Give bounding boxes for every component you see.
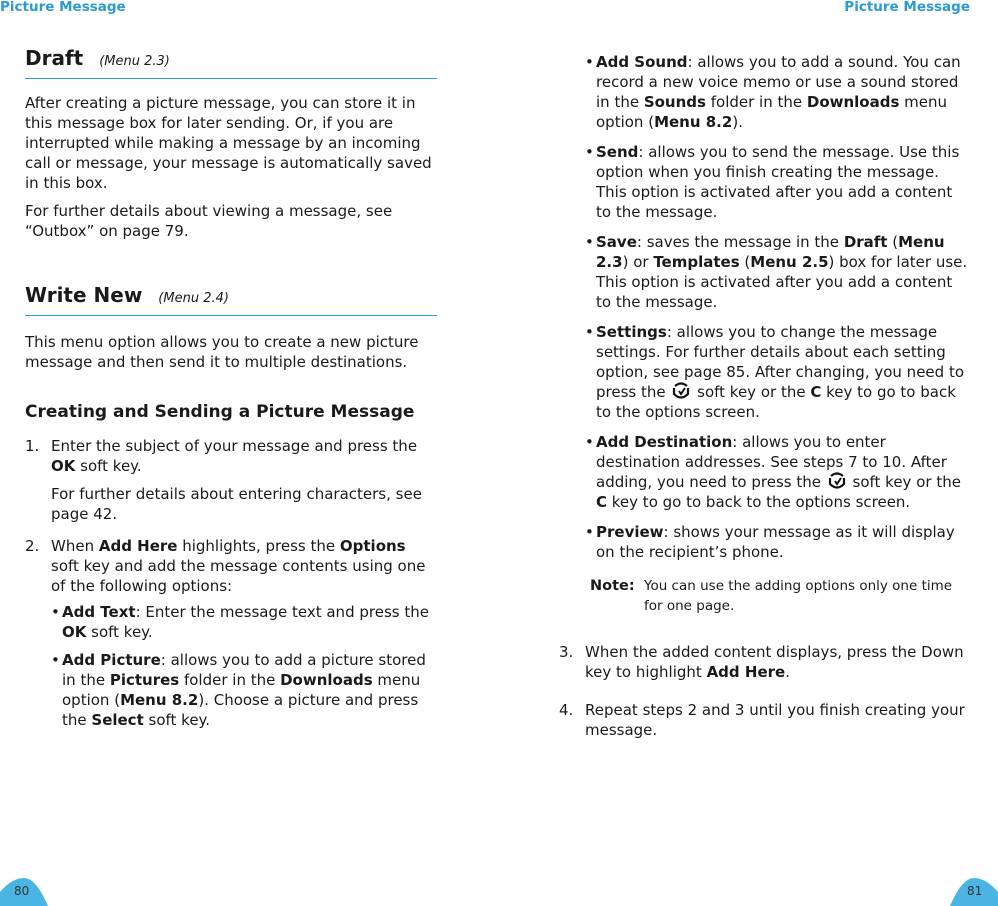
option-text: Add Destination: allows you to enter destination addresses. See steps 7 to 10. After adding, you need to press the soft key or the C key to go to back to the options screen. <box>596 433 961 511</box>
step-2 <box>25 536 437 596</box>
note <box>590 576 970 616</box>
bullet: • <box>585 323 594 341</box>
right-page-steps <box>559 642 971 740</box>
option-text: Settings: allows you to change the message settings. For further details about each setting option, see page 85. After changing, you need to press the soft key or the C key to go to back to the options screen. <box>596 323 964 421</box>
step-number: 4. <box>559 701 574 719</box>
option-settings <box>585 322 970 422</box>
option-add-text <box>25 602 437 642</box>
bullet: • <box>51 603 60 621</box>
page-number: 80 <box>14 884 30 898</box>
bullet: • <box>51 651 60 669</box>
step-number: 1. <box>25 437 40 455</box>
bullet: • <box>585 53 594 71</box>
option-text: Add Text: Enter the message text and press the OK soft key. <box>62 603 429 641</box>
bullet: • <box>585 523 594 541</box>
option-add-sound <box>585 52 970 132</box>
option-text: Save: saves the message in the Draft (Menu 2.3) or Templates (Menu 2.5) box for later use. This option is activated after you add a content to the message. <box>596 233 968 311</box>
paragraph: After creating a picture message, you can store it in this message box for later sending. Or, if you are interrupted while making a message by an incoming call or message, your message is automatically saved in this box. <box>25 94 432 192</box>
note-text: You can use the adding options only one time for one page. <box>644 578 953 614</box>
paragraph: For further details about viewing a message, see “Outbox” on page 79. <box>25 202 393 240</box>
page-number-tab-left <box>0 878 50 906</box>
option-save <box>585 232 970 312</box>
step-number: 2. <box>25 537 40 555</box>
step-text: When the added content displays, press the Down key to highlight Add Here. <box>585 643 964 681</box>
option-add-destination <box>585 432 970 512</box>
option-preview <box>585 522 970 562</box>
ok-soft-key-icon <box>670 382 692 400</box>
section-draft-heading <box>25 48 437 79</box>
option-send <box>585 142 970 222</box>
right-page-column <box>585 52 970 616</box>
option-text: Send: allows you to send the message. Use this option when you finish creating the message. This option is activated after you add a content to the message. <box>596 143 960 221</box>
running-header-right: Picture Message <box>844 0 970 15</box>
bullet: • <box>585 233 594 251</box>
left-page-column <box>25 48 437 730</box>
option-text: Preview: shows your message as it will display on the recipient’s phone. <box>596 523 955 561</box>
running-header-left: Picture Message <box>0 0 126 15</box>
step-4 <box>559 700 971 740</box>
page-number: 81 <box>967 884 983 898</box>
section-menu-ref: (Menu 2.3) <box>99 54 170 69</box>
section-menu-ref: (Menu 2.4) <box>158 291 229 306</box>
section-title: Draft <box>25 46 84 70</box>
subsection-heading: Creating and Sending a Picture Message <box>25 402 415 422</box>
page-number-tab-right <box>948 878 998 906</box>
step-number: 3. <box>559 643 574 661</box>
bullet: • <box>585 143 594 161</box>
section-title: Write New <box>25 283 143 307</box>
bullet: • <box>585 433 594 451</box>
step-text: When Add Here highlights, press the Options soft key and add the message contents using one of the following options: <box>51 537 426 595</box>
option-text: Add Picture: allows you to add a picture stored in the Pictures folder in the Downloads menu option (Menu 8.2). Choose a picture and press the Select soft key. <box>62 651 426 729</box>
option-add-picture <box>25 650 437 730</box>
note-label: Note: <box>590 578 635 594</box>
step-3 <box>559 642 971 682</box>
step-text: Enter the subject of your message and press the OK soft key. <box>51 437 418 475</box>
option-text: Add Sound: allows you to add a sound. You can record a new voice memo or use a sound stored in the Sounds folder in the Downloads menu option (Menu 8.2). <box>596 53 961 131</box>
step-1 <box>25 436 437 476</box>
step-1-note <box>25 484 437 524</box>
paragraph: This menu option allows you to create a new picture message and then send it to multiple destinations. <box>25 333 419 371</box>
step-text: Repeat steps 2 and 3 until you finish creating your message. <box>585 701 965 739</box>
section-write-new-heading <box>25 285 437 316</box>
ok-soft-key-icon <box>826 472 848 490</box>
step-subtext: For further details about entering characters, see page 42. <box>51 485 422 523</box>
